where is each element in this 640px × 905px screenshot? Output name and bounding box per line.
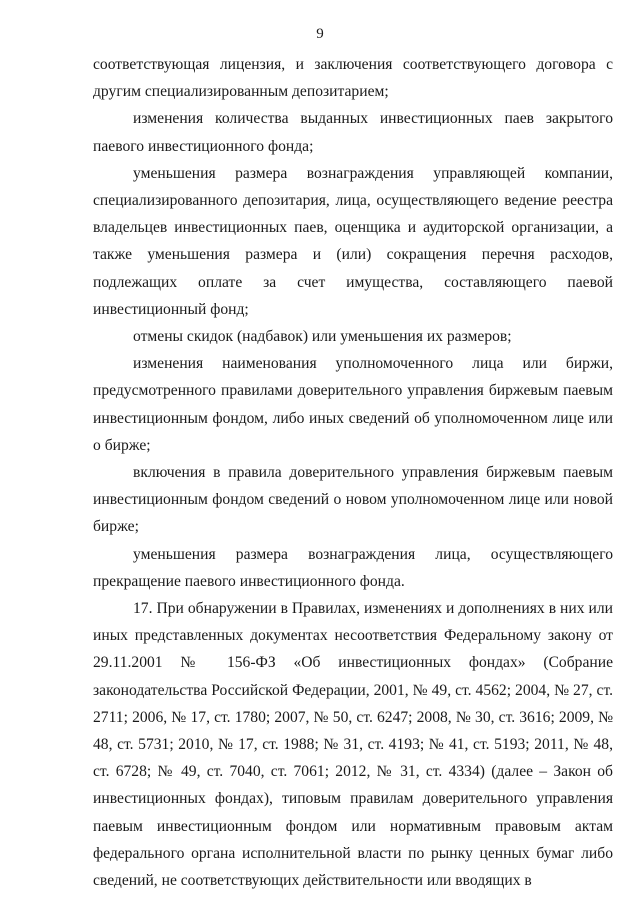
document-body — [93, 51, 613, 894]
paragraph-termination-fee: уменьшения размера вознаграждения лица, осуществляющего прекращение паевого инвестиционного фонда. — [93, 545, 613, 590]
paragraph-license-continuation: соответствующая лицензия, и заключения соответствующего договора с другим специализированным депозитарием; — [93, 56, 613, 101]
paragraph-fee-reduction: уменьшения размера вознаграждения управляющей компании, специализированного депозитария, лица, осуществляющего ведение реестра владельцев инвестиционных паев, оценщика и аудиторской организации, а также уменьшения размера и (или) сокращения перечня расходов, подлежащих оплате за счет имущества, составляющего паевой инвестиционный фонд; — [93, 164, 613, 318]
paragraph-discounts: отмены скидок (надбавок) или уменьшения их размеров; — [133, 328, 512, 346]
paragraph-new-exchange: включения в правила доверительного управления биржевым паевым инвестиционным фондом сведений о новом уполномоченном лице или новой бирже; — [93, 464, 613, 536]
paragraph-exchange-name: изменения наименования уполномоченного лица или биржи, предусмотренного правилами доверительного управления биржевым паевым инвестиционным фондом, либо иных сведений об уполномоченном лице или о бирже; — [93, 355, 613, 454]
page-number: 9 — [316, 26, 324, 42]
paragraph-shares-quantity: изменения количества выданных инвестиционных паев закрытого паевого инвестиционного фонда; — [93, 110, 613, 155]
paragraph-section-17: 17. При обнаружении в Правилах, изменениях и дополнениях в них или иных представленных документах несоответствия Федеральному закону от 29.11.2001 № 156-ФЗ «Об инвестиционных фондах» (Собрание законодательства Российской Федерации, 2001, № 49, ст. 4562; 2004, № 27, ст. 2711; 2006, № 17, ст. 1780; 2007, № 50, ст. 6247; 2008, № 30, ст. 3616; 2009, № 48, ст. 5731; 2010, № 17, ст. 1988; № 31, ст. 4193; № 41, ст. 5193; 2011, № 48, ст. 6728; № 49, ст. 7040, ст. 7061; 2012, № 31, ст. 4334) (далее – Закон об инвестиционных фондах), типовым правилам доверительного управления паевым инвестиционным фондом или нормативным правовым актам федерального органа исполнительной власти по рынку ценных бумаг либо сведений, не соответствующих действительности или вводящих в — [93, 600, 613, 890]
